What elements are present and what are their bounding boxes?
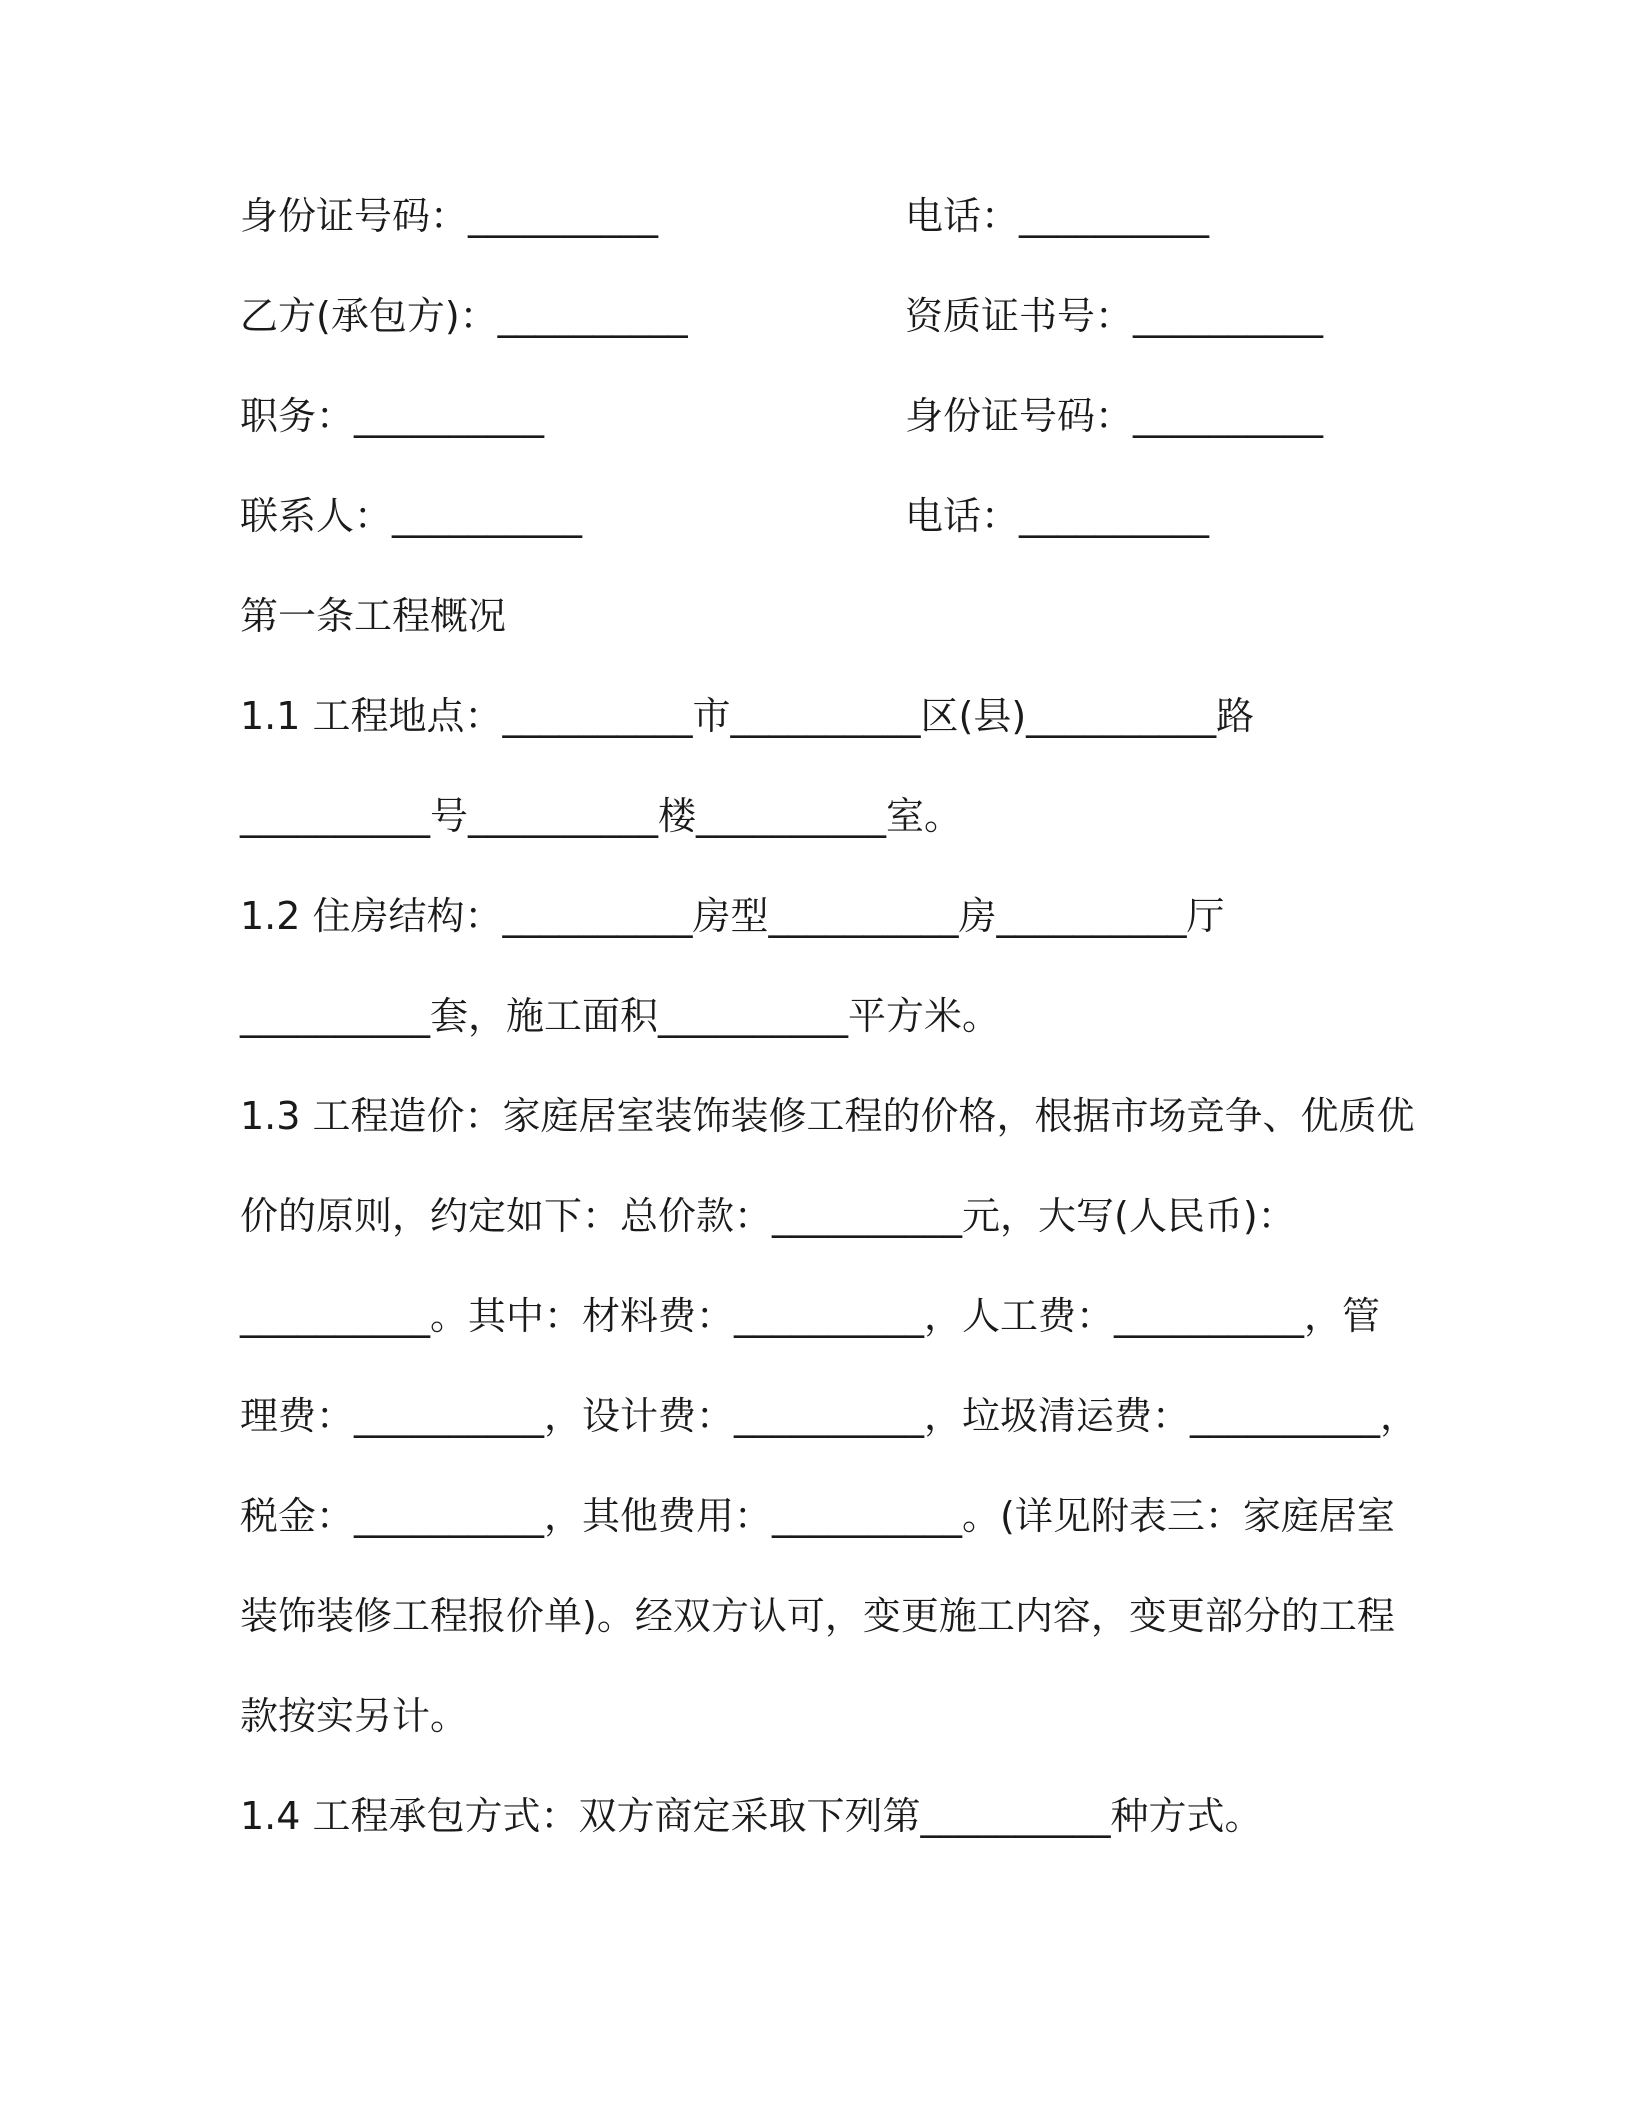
clause-1-3-line-6: 装饰装修工程报价单)。经双方认可，变更施工内容，变更部分的工程 <box>240 1594 1395 1638</box>
clause-1-3-line-7: 款按实另计。 <box>240 1694 469 1738</box>
clause-1-2-line-2: __________套，施工面积__________平方米。 <box>240 994 1001 1038</box>
party-b-phone-field: 电话：__________ <box>905 494 1210 538</box>
clause-1-3-line-2: 价的原则，约定如下：总价款：__________元，大写(人民币)： <box>240 1194 1296 1238</box>
contact-person-field: 联系人：__________ <box>240 494 583 538</box>
clause-1-4-line-1: 1.4 工程承包方式：双方商定采取下列第__________种方式。 <box>240 1794 1263 1838</box>
clause-1-3-line-3: __________。其中：材料费：__________，人工费：__________，管 <box>240 1294 1381 1338</box>
party-a-phone-field: 电话：__________ <box>905 194 1210 238</box>
field-row-party-b-cert <box>240 290 1400 342</box>
clause-1-3-line-1: 1.3 工程造价：家庭居室装饰装修工程的价格，根据市场竞争、优质优 <box>240 1094 1415 1138</box>
qualification-cert-number-field: 资质证书号：__________ <box>905 294 1324 338</box>
position-field: 职务：__________ <box>240 394 545 438</box>
field-row-id-phone <box>240 190 1400 242</box>
field-row-contact-phone <box>240 490 1400 542</box>
section-heading: 第一条工程概况 <box>240 594 507 638</box>
clause-1-3-line-4: 理费：__________，设计费：__________，垃圾清运费：__________， <box>240 1394 1419 1438</box>
clause-1-3-line-5: 税金：__________，其他费用：__________。(详见附表三：家庭居室 <box>240 1494 1395 1538</box>
clause-1-1-line-1: 1.1 工程地点：__________市__________区(县)__________路 <box>240 694 1255 738</box>
party-a-id-number-field: 身份证号码：__________ <box>240 194 659 238</box>
party-b-contractor-field: 乙方(承包方)：__________ <box>240 294 688 338</box>
party-b-id-number-field: 身份证号码：__________ <box>905 394 1324 438</box>
clause-1-1-line-2: __________号__________楼__________室。 <box>240 794 963 838</box>
clause-1-2-line-1: 1.2 住房结构：__________房型__________房__________厅 <box>240 894 1225 938</box>
field-row-position-id <box>240 390 1400 442</box>
